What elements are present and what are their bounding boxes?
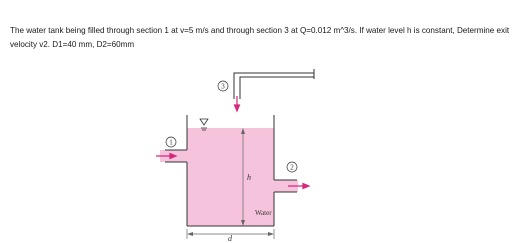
section-1-label: 1 bbox=[169, 138, 173, 147]
problem-statement: The water tank being filled through section 1 at v=5 m/s and through section 3 at Q=0.012 m^3/s. If water level h is constant, Determine exit velocity v2. D1=40 mm, D2=60mm bbox=[10, 26, 510, 49]
water-label: Water bbox=[255, 209, 272, 217]
height-label: h bbox=[247, 173, 251, 182]
top-pipe-3 bbox=[234, 73, 314, 99]
section-2-label: 2 bbox=[290, 163, 294, 172]
diameter-label: d bbox=[228, 234, 232, 243]
free-surface-symbol bbox=[200, 119, 208, 125]
section-3-label: 3 bbox=[221, 82, 225, 91]
